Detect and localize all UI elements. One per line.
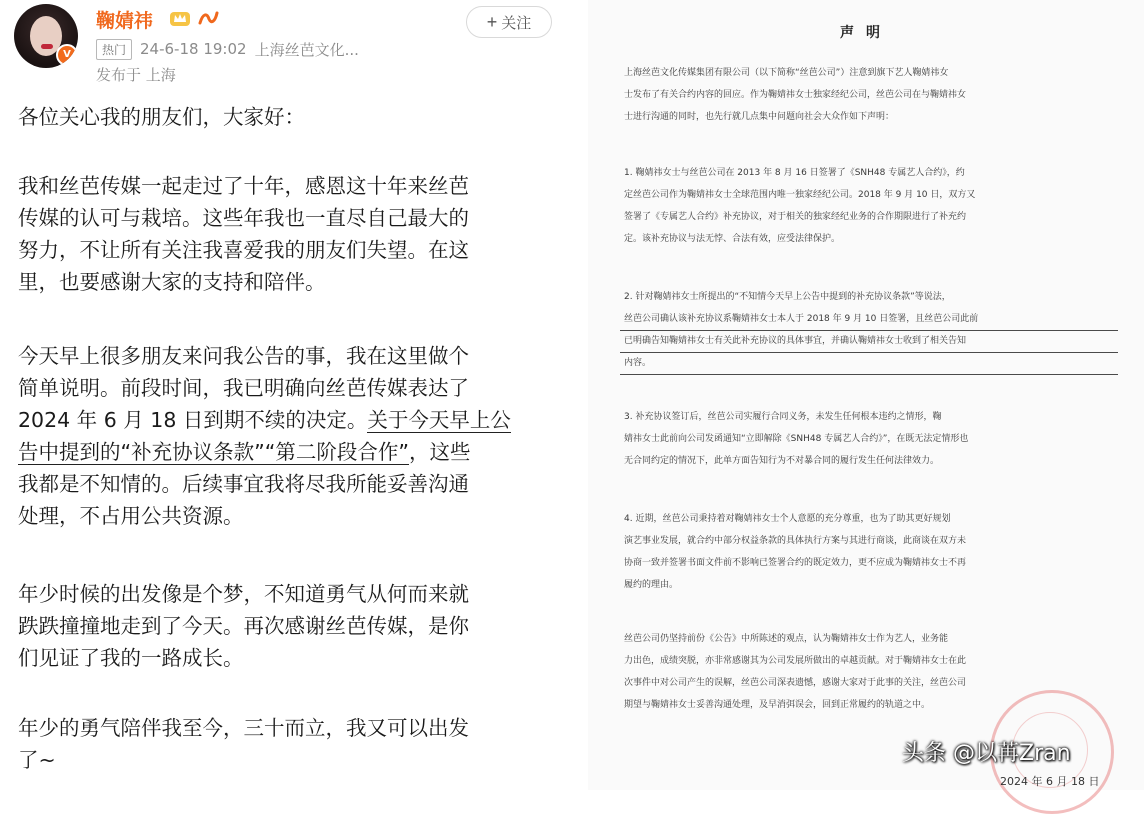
username[interactable]: 鞠婧祎 xyxy=(96,10,154,32)
text-line: 各位关心我的朋友们，大家好： xyxy=(18,105,305,129)
doc-line: 婧祎女士此前向公司发函通知“立即解除《SNH48 专属艺人合约》”，在既无法定情形也 xyxy=(624,434,969,444)
doc-line: 3. 补充协议签订后，丝芭公司实履行合同义务，未发生任何根本违约之情形，鞠 xyxy=(624,412,942,422)
doc-line: 丝芭公司仍坚持前份《公告》中所陈述的观点，认为鞠婧祎女士作为艺人，业务能 xyxy=(624,634,949,644)
doc-line: 2. 针对鞠婧祎女士所提出的“不知情今天早上公告中提到的补充协议条款”等说法， xyxy=(624,292,951,302)
post-paragraph-2 xyxy=(18,170,558,298)
follow-button[interactable] xyxy=(466,6,552,38)
hot-tag: 热门 xyxy=(96,39,132,60)
underlined-text: 关于今天早上公 xyxy=(367,408,511,432)
avatar[interactable] xyxy=(14,4,78,68)
text-line: 年少时候的出发像是个梦，不知道勇气从何而来就 xyxy=(18,582,469,606)
text-segment: 2024 年 6 月 18 日到期不续的决定。 xyxy=(18,408,368,432)
text-line: 里，也要感谢大家的支持和陪伴。 xyxy=(18,270,326,294)
doc-line: 定丝芭公司作为鞠婧祎女士全球范围内唯一独家经纪公司。2018 年 9 月 10 日，双方又 xyxy=(624,190,976,200)
doc-line: 协商一致并签署书面文件前不影响已签署合约的既定效力，更不应成为鞠婧祎女士不再 xyxy=(624,558,967,568)
text-line xyxy=(18,436,558,468)
text-line: 传媒的认可与栽培。这些年我也一直尽自己最大的 xyxy=(18,206,469,230)
doc-line: 4. 近期，丝芭公司秉持着对鞠婧祎女士个人意愿的充分尊重，也为了助其更好规划 xyxy=(624,514,951,524)
post-datetime: 24-6-18 19:02 xyxy=(140,40,247,58)
text-segment: ，这些 xyxy=(408,440,471,464)
wave-icon xyxy=(197,8,219,28)
document-date: 2024 年 6 月 18 日 xyxy=(1000,775,1100,788)
doc-line: 履约的理由。 xyxy=(624,580,679,590)
doc-line: 内容。 xyxy=(624,358,652,368)
text-line: 年少的勇气陪伴我至今，三十而立，我又可以出发 xyxy=(18,716,469,740)
text-line: 简单说明。前段时间，我已明确向丝芭传媒表达了 xyxy=(18,376,469,400)
text-line: 我和丝芭传媒一起走过了十年，感恩这十年来丝芭 xyxy=(18,174,469,198)
doc-line: 已明确告知鞠婧祎女士有关此补充协议的具体事宜，并确认鞠婧祎女士收到了相关告知 xyxy=(624,336,967,346)
doc-line: 次事件中对公司产生的误解，丝芭公司深表遗憾，感谢大家对于此事的关注，丝芭公司 xyxy=(624,678,967,688)
doc-clause-1 xyxy=(624,162,1114,250)
text-line: 处理，不占用公共资源。 xyxy=(18,504,244,528)
follow-label: 关注 xyxy=(501,14,532,32)
post-paragraph-5 xyxy=(18,712,558,776)
plus-icon: + xyxy=(486,11,498,32)
text-line xyxy=(18,404,558,436)
text-line: 跌跌撞撞地走到了今天。再次感谢丝芭传媒，是你 xyxy=(18,614,469,638)
verified-badge-icon: V xyxy=(56,44,78,66)
doc-line: 上海丝芭文化传媒集团有限公司（以下简称“丝芭公司”）注意到旗下艺人鞠婧祎女 xyxy=(624,68,949,78)
document-title: 声明 xyxy=(840,25,892,41)
underlined-text: 告中提到的“补充协议条款”“第二阶段合作” xyxy=(18,440,409,464)
watermark: 头条 @以苒Zran xyxy=(902,741,1071,766)
doc-line: 丝芭公司确认该补充协议系鞠婧祎女士本人于 2018 年 9 月 10 日签署，且丝芭公司此前 xyxy=(624,314,979,324)
doc-line: 期望与鞠婧祎女士妥善沟通处理，及早消弭误会，回到正常履约的轨道之中。 xyxy=(624,700,931,710)
statement-document xyxy=(588,0,1144,790)
doc-line: 定。该补充协议与法无悖、合法有效，应受法律保护。 xyxy=(624,234,841,244)
weibo-post xyxy=(0,0,566,790)
text-line: 了~ xyxy=(18,748,56,772)
doc-intro xyxy=(624,62,1114,128)
doc-line: 士发布了有关合约内容的回应。作为鞠婧祎女士独家经纪公司，丝芭公司在与鞠婧祎女 xyxy=(624,90,967,100)
text-line: 今天早上很多朋友来问我公告的事，我在这里做个 xyxy=(18,344,469,368)
doc-line: 演艺事业发展，就合约中部分权益条款的具体执行方案与其进行商谈，此商谈在双方未 xyxy=(624,536,967,546)
post-source[interactable]: 上海丝芭文化... xyxy=(254,40,359,59)
post-paragraph-1 xyxy=(18,101,558,133)
text-line: 我都是不知情的。后续事宜我将尽我所能妥善沟通 xyxy=(18,472,469,496)
post-meta xyxy=(96,38,359,60)
doc-line: 签署了《专属艺人合约》补充协议，对于相关的独家经纪业务的合作期限进行了补充约 xyxy=(624,212,967,222)
posted-location: 发布于 上海 xyxy=(96,66,176,84)
avatar-lip xyxy=(41,44,53,49)
post-paragraph-3 xyxy=(18,340,558,532)
doc-line: 力出色，成绩突脱，亦非常感谢其为公司发展所做出的卓越贡献。对于鞠婧祎女士在此 xyxy=(624,656,967,666)
doc-clause-3 xyxy=(624,406,1114,472)
doc-underline xyxy=(620,330,1118,331)
doc-underline xyxy=(620,374,1118,375)
doc-line: 士进行沟通的同时，也先行就几点集中问题向社会大众作如下声明： xyxy=(624,112,895,122)
text-line: 努力，不让所有关注我喜爱我的朋友们失望。在这 xyxy=(18,238,469,262)
doc-line: 无合同约定的情况下，此单方面告知行为不对暴合同的履行发生任何法律效力。 xyxy=(624,456,940,466)
crown-icon xyxy=(168,8,192,28)
post-paragraph-4 xyxy=(18,578,558,674)
doc-underline xyxy=(620,352,1118,353)
doc-clause-4 xyxy=(624,508,1114,596)
text-line: 们见证了我的一路成长。 xyxy=(18,646,244,670)
doc-line: 1. 鞠婧祎女士与丝芭公司在 2013 年 8 月 16 日签署了《SNH48 专属艺人合约》，约 xyxy=(624,168,965,178)
